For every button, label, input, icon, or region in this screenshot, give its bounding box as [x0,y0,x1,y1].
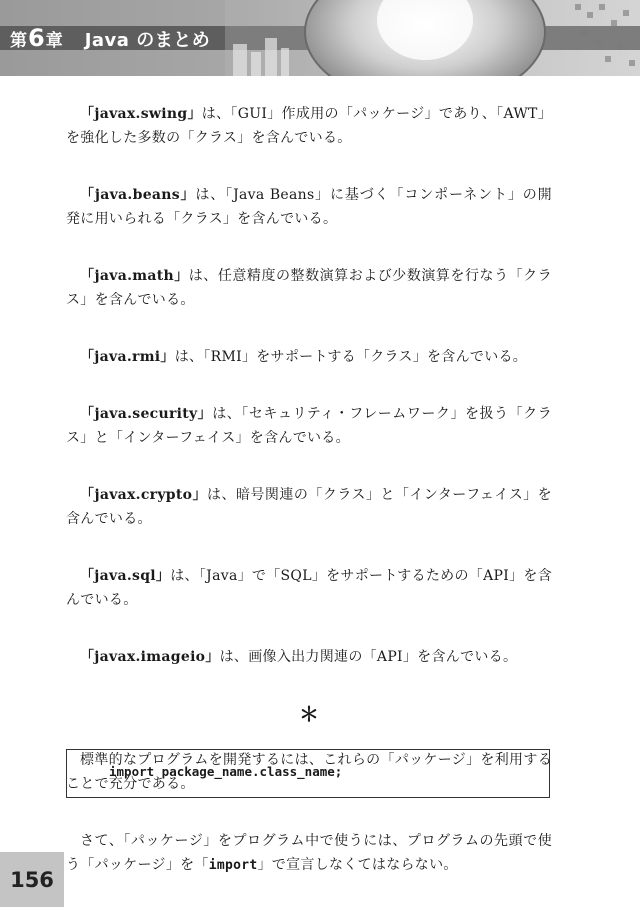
import-keyword: import [208,858,258,873]
package-description: は、画像入出力関連の「API」を含んでいる。 [219,649,518,665]
section-separator: ＊ [299,702,319,726]
package-paragraph [66,483,552,531]
package-name: 「java.security」 [80,406,213,422]
chapter-title: Java のまとめ [84,30,211,51]
import-paragraph: さて、「パッケージ」をプログラム中で使うには、プログラムの先頭で使う「パッケージ」を「import」で宣言しなくてはならない。 [66,833,552,873]
package-description: は、「Java」で「SQL」をサポートするための「API」を含んでいる。 [66,568,552,608]
code-example-box [66,749,550,798]
package-paragraph [66,345,552,369]
chapter-prefix: 第 [10,31,27,51]
package-paragraph [66,183,552,231]
package-description: は、「RMI」をサポートする「クラス」を含んでいる。 [174,349,528,365]
package-paragraph [66,564,552,612]
chapter-number: 6 [28,24,45,52]
package-description: は、「GUI」作成用の「パッケージ」であり、「AWT」を強化した多数の「クラス」を含んでいる。 [66,106,553,146]
package-description: は、暗号関連の「クラス」と「インターフェイス」を含んでいる。 [66,487,552,527]
package-name: 「javax.crypto」 [80,487,207,503]
package-name: 「javax.imageio」 [80,649,220,665]
code-example: import package_name.class_name; [109,764,343,779]
package-name: 「java.rmi」 [80,349,175,365]
header-decoration-image [225,0,640,76]
page-number: 156 [0,852,64,907]
package-description: は、「セキュリティ・フレームワーク」を扱う「クラス」と「インターフェイス」を含んでいる。 [66,406,552,446]
package-paragraph [66,645,552,669]
closing-paragraph: 標準的なプログラムを開発するには、これらの「パッケージ」を利用することで充分である。 [66,752,552,792]
package-name: 「java.math」 [80,268,189,284]
chapter-heading [10,26,210,50]
package-name: 「javax.swing」 [80,106,202,122]
package-description: は、「Java Beans」に基づく「コンポーネント」の開発に用いられる「クラス」を含んでいる。 [66,187,552,227]
package-name: 「java.beans」 [80,187,196,203]
chapter-suffix: 章 [45,31,63,51]
package-name: 「java.sql」 [80,568,171,584]
package-paragraph [66,402,552,450]
page-header [0,0,640,76]
package-paragraph [66,102,552,150]
package-paragraph [66,264,552,312]
package-description: は、任意精度の整数演算および少数演算を行なう「クラス」を含んでいる。 [66,268,552,308]
